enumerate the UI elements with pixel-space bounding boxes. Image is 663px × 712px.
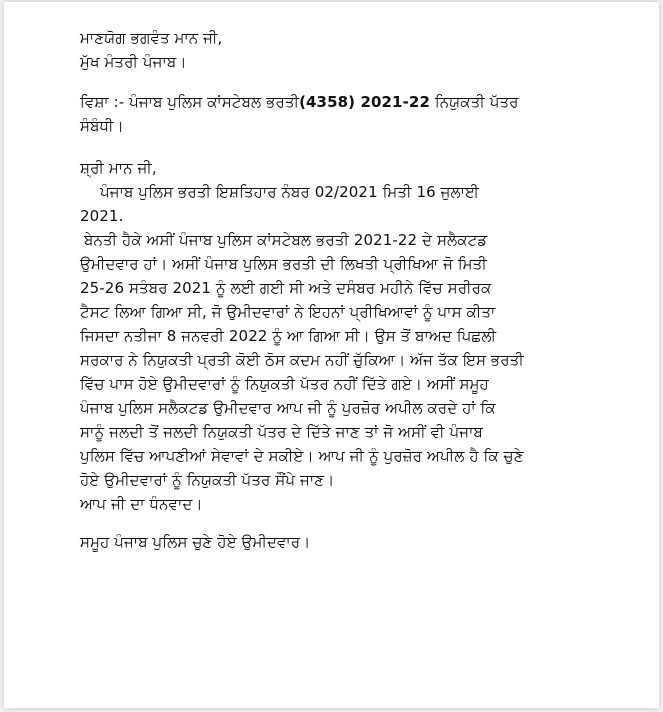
- subject-line-2: ਸੰਬੰਧੀ।: [80, 117, 124, 135]
- paragraph-line: ਪੰਜਾਬ ਪੁਲਿਸ ਸਲੈਕਟਡ ਉਮੀਦਵਾਰ ਆਪ ਜੀ ਨੂੰ ਪੁਰਜ਼ੋਰ ਅਪੀਲ ਕਰਦੇ ਹਾਂ ਕਿ: [80, 399, 496, 417]
- recipient-title: ਮੁੱਖ ਮੰਤਰੀ ਪੰਜਾਬ।: [80, 53, 187, 71]
- paragraph-line: ਸਾਨੂੰ ਜਲਦੀ ਤੋਂ ਜਲਦੀ ਨਿਯੁਕਤੀ ਪੱਤਰ ਦੇ ਦਿੱਤੇ ਜਾਣ ਤਾਂ ਜੋ ਅਸੀਂ ਵੀ ਪੰਜਾਬ: [80, 423, 483, 441]
- thanks-line: ਆਪ ਜੀ ਦਾ ਧੰਨਵਾਦ।: [80, 495, 203, 513]
- subject-prefix: ਵਿਸ਼ਾ :- ਪੰਜਾਬ ਪੁਲਿਸ ਕਾਂਸਟੇਬਲ ਭਰਤੀ: [80, 93, 300, 111]
- reference-line: ਪੰਜਾਬ ਪੁਲਿਸ ਭਰਤੀ ਇਸ਼ਤਿਹਾਰ ਨੰਬਰ 02/2021 ਮਿਤੀ 16 ਜੁਲਾਈ: [100, 183, 480, 201]
- sender-line: ਸਮੂਹ ਪੰਜਾਬ ਪੁਲਿਸ ਚੁਣੇ ਹੋਏ ਉਮੀਦਵਾਰ।: [80, 533, 311, 551]
- greeting: ਸ਼੍ਰੀ ਮਾਨ ਜੀ,: [80, 159, 157, 177]
- recipient-name: ਮਾਣਯੋਗ ਭਗਵੰਤ ਮਾਨ ਜੀ,: [80, 29, 223, 47]
- paragraph-line: ਜਿਸਦਾ ਨਤੀਜਾ 8 ਜਨਵਰੀ 2022 ਨੂੰ ਆ ਗਿਆ ਸੀ। ਉਸ ਤੋਂ ਬਾਅਦ ਪਿਛਲੀ: [80, 327, 497, 345]
- subject-number: (4358) 2021-22: [299, 93, 430, 111]
- paragraph-line: ਪੁਲਿਸ ਵਿੱਚ ਆਪਣੀਆਂ ਸੇਵਾਵਾਂ ਦੇ ਸਕੀਏ। ਆਪ ਜੀ ਨੂੰ ਪੁਰਜ਼ੋਰ ਅਪੀਲ ਹੈ ਕਿ ਚੁਣੇ: [80, 447, 524, 465]
- paragraph-line: 25-26 ਸਤੰਬਰ 2021 ਨੂੰ ਲਈ ਗਈ ਸੀ ਅਤੇ ਦਸੰਬਰ ਮਹੀਨੇ ਵਿੱਚ ਸਰੀਰਕ: [80, 279, 492, 297]
- recipient-block: [80, 26, 600, 74]
- paragraph-line: ਵਿੱਚ ਪਾਸ ਹੋਏ ਉਮੀਦਵਾਰਾਂ ਨੂੰ ਨਿਯੁਕਤੀ ਪੱਤਰ ਨਹੀਂ ਦਿੱਤੇ ਗਏ। ਅਸੀਂ ਸਮੂਹ: [80, 375, 489, 393]
- paragraph-line: ਟੈਸਟ ਲਿਆ ਗਿਆ ਸੀ, ਜੋ ਉਮੀਦਵਾਰਾਂ ਨੇ ਇਹਨਾਂ ਪ੍ਰੀਖਿਆਵਾਂ ਨੂੰ ਪਾਸ ਕੀਤਾ: [80, 303, 496, 321]
- subject-suffix: ਨਿਯੁਕਤੀ ਪੱਤਰ: [430, 93, 519, 111]
- signature-block: [80, 530, 600, 554]
- paragraph-line: ਹੋਏ ਉਮੀਦਵਾਰਾਂ ਨੂੰ ਨਿਯੁਕਤੀ ਪੱਤਰ ਸੌਂਪੇ ਜਾਣ।: [80, 471, 335, 489]
- subject-line: [80, 90, 600, 114]
- paragraph-line: ਬੇਨਤੀ ਹੈਕੇ ਅਸੀਂ ਪੰਜਾਬ ਪੁਲਿਸ ਕਾਂਸਟੇਬਲ ਭਰਤੀ 2021-22 ਦੇ ਸਲੈਕਟਡ: [84, 231, 488, 249]
- main-content: [80, 156, 600, 516]
- document-page: [4, 2, 659, 708]
- reference-line: 2021.: [80, 207, 124, 225]
- paragraph-line: ਸਰਕਾਰ ਨੇ ਨਿਯੁਕਤੀ ਪ੍ਰਤੀ ਕੋਈ ਠੋਸ ਕਦਮ ਨਹੀਂ ਚੁੱਕਿਆ। ਅੱਜ ਤੱਕ ਇਸ ਭਰਤੀ: [80, 351, 524, 369]
- subject-block: [80, 90, 600, 138]
- letter-body: [80, 26, 600, 554]
- paragraph-line: ਉਮੀਦਵਾਰ ਹਾਂ। ਅਸੀਂ ਪੰਜਾਬ ਪੁਲਿਸ ਭਰਤੀ ਦੀ ਲਿਖਤੀ ਪ੍ਰੀਖਿਆ ਜੋ ਮਿਤੀ: [80, 255, 487, 273]
